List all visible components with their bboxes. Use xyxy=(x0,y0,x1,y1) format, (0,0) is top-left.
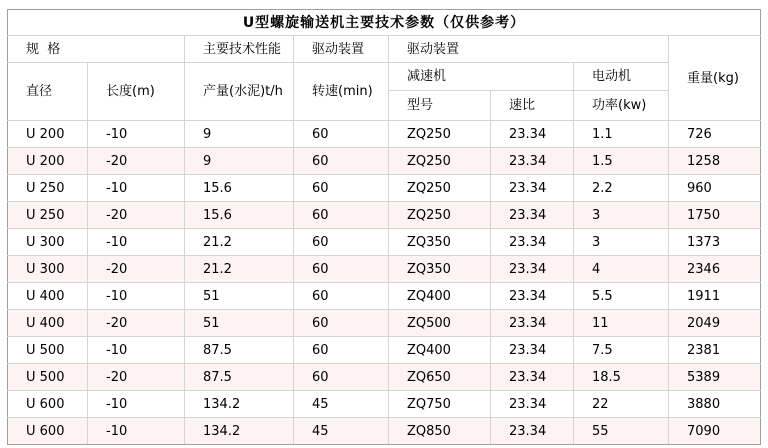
table-cell: 23.34 xyxy=(491,364,574,391)
table-cell: 51 xyxy=(185,283,294,310)
table-cell: -20 xyxy=(88,310,185,337)
table-cell: U 600 xyxy=(8,418,88,445)
title-row xyxy=(8,10,761,36)
table-cell: ZQ350 xyxy=(389,256,491,283)
table-cell: 23.34 xyxy=(491,391,574,418)
table-cell: 23.34 xyxy=(491,256,574,283)
table-cell: 21.2 xyxy=(185,256,294,283)
table-cell: 1750 xyxy=(669,202,761,229)
header-model: 型号 xyxy=(389,91,491,121)
header-output: 产量(水泥)t/h xyxy=(185,63,294,121)
table-cell: 23.34 xyxy=(491,148,574,175)
table-cell: 134.2 xyxy=(185,418,294,445)
table-cell: 60 xyxy=(294,283,389,310)
table-cell: 15.6 xyxy=(185,202,294,229)
table-body xyxy=(8,121,761,445)
header-motor-group: 电动机 xyxy=(574,63,669,91)
table-cell: ZQ500 xyxy=(389,310,491,337)
table-cell: 60 xyxy=(294,256,389,283)
table-cell: U 200 xyxy=(8,148,88,175)
table-cell: 22 xyxy=(574,391,669,418)
table-cell: 960 xyxy=(669,175,761,202)
table-cell: ZQ250 xyxy=(389,175,491,202)
table-row xyxy=(8,337,761,364)
table-cell: 9 xyxy=(185,148,294,175)
table-cell: 60 xyxy=(294,148,389,175)
table-cell: -10 xyxy=(88,283,185,310)
table-cell: 23.34 xyxy=(491,229,574,256)
table-cell: 23.34 xyxy=(491,310,574,337)
spec-table-container xyxy=(7,9,761,445)
table-cell: 60 xyxy=(294,202,389,229)
header-group-row xyxy=(8,36,761,63)
table-header xyxy=(8,10,761,121)
table-cell: 23.34 xyxy=(491,418,574,445)
table-cell: 1.1 xyxy=(574,121,669,148)
header-perf-group: 主要技术性能 xyxy=(185,36,294,63)
table-cell: 3 xyxy=(574,229,669,256)
table-cell: 726 xyxy=(669,121,761,148)
table-row xyxy=(8,418,761,445)
table-cell: 60 xyxy=(294,175,389,202)
table-cell: 23.34 xyxy=(491,337,574,364)
table-cell: 45 xyxy=(294,418,389,445)
table-cell: ZQ850 xyxy=(389,418,491,445)
table-cell: 1258 xyxy=(669,148,761,175)
table-cell: U 500 xyxy=(8,364,88,391)
table-cell: 15.6 xyxy=(185,175,294,202)
table-cell: 55 xyxy=(574,418,669,445)
table-cell: -20 xyxy=(88,202,185,229)
table-cell: ZQ350 xyxy=(389,229,491,256)
table-cell: 134.2 xyxy=(185,391,294,418)
table-row xyxy=(8,283,761,310)
table-cell: ZQ400 xyxy=(389,283,491,310)
table-cell: 51 xyxy=(185,310,294,337)
table-cell: 2346 xyxy=(669,256,761,283)
table-cell: -20 xyxy=(88,256,185,283)
table-cell: -20 xyxy=(88,148,185,175)
table-cell: 60 xyxy=(294,337,389,364)
header-weight: 重量(kg) xyxy=(669,36,761,121)
table-cell: 3 xyxy=(574,202,669,229)
table-row xyxy=(8,148,761,175)
table-cell: 21.2 xyxy=(185,229,294,256)
table-cell: 2.2 xyxy=(574,175,669,202)
table-cell: 60 xyxy=(294,229,389,256)
table-cell: 9 xyxy=(185,121,294,148)
table-cell: 11 xyxy=(574,310,669,337)
table-row xyxy=(8,310,761,337)
header-sub-row-1 xyxy=(8,63,761,91)
table-row xyxy=(8,229,761,256)
table-cell: U 250 xyxy=(8,202,88,229)
header-length: 长度(m) xyxy=(88,63,185,121)
table-cell: 23.34 xyxy=(491,283,574,310)
table-cell: ZQ650 xyxy=(389,364,491,391)
table-cell: U 250 xyxy=(8,175,88,202)
table-cell: 45 xyxy=(294,391,389,418)
table-cell: 5.5 xyxy=(574,283,669,310)
table-row xyxy=(8,202,761,229)
table-cell: 7090 xyxy=(669,418,761,445)
table-row xyxy=(8,364,761,391)
table-cell: 3880 xyxy=(669,391,761,418)
table-cell: ZQ750 xyxy=(389,391,491,418)
table-cell: 2049 xyxy=(669,310,761,337)
table-cell: -20 xyxy=(88,364,185,391)
table-cell: -10 xyxy=(88,391,185,418)
table-cell: -10 xyxy=(88,418,185,445)
header-spec-group: 规 格 xyxy=(8,36,185,63)
table-cell: 87.5 xyxy=(185,337,294,364)
table-cell: U 300 xyxy=(8,256,88,283)
table-cell: 23.34 xyxy=(491,175,574,202)
table-cell: ZQ250 xyxy=(389,121,491,148)
table-cell: 60 xyxy=(294,310,389,337)
table-cell: U 500 xyxy=(8,337,88,364)
table-row xyxy=(8,121,761,148)
table-cell: -10 xyxy=(88,337,185,364)
table-row xyxy=(8,391,761,418)
table-row xyxy=(8,256,761,283)
table-cell: U 300 xyxy=(8,229,88,256)
table-cell: ZQ250 xyxy=(389,202,491,229)
table-cell: 2381 xyxy=(669,337,761,364)
table-cell: 18.5 xyxy=(574,364,669,391)
table-cell: -10 xyxy=(88,229,185,256)
table-cell: 4 xyxy=(574,256,669,283)
header-diameter: 直径 xyxy=(8,63,88,121)
table-cell: U 200 xyxy=(8,121,88,148)
table-cell: 7.5 xyxy=(574,337,669,364)
header-power: 功率(kw) xyxy=(574,91,669,121)
table-cell: ZQ250 xyxy=(389,148,491,175)
table-cell: 23.34 xyxy=(491,121,574,148)
table-cell: 23.34 xyxy=(491,202,574,229)
header-ratio: 速比 xyxy=(491,91,574,121)
table-cell: 1.5 xyxy=(574,148,669,175)
header-reducer-group: 减速机 xyxy=(389,63,574,91)
table-cell: -10 xyxy=(88,121,185,148)
table-cell: 1373 xyxy=(669,229,761,256)
table-cell: ZQ400 xyxy=(389,337,491,364)
table-row xyxy=(8,175,761,202)
table-cell: U 400 xyxy=(8,310,88,337)
header-drive-group-1: 驱动装置 xyxy=(294,36,389,63)
header-drive-group-2: 驱动装置 xyxy=(389,36,669,63)
table-cell: 87.5 xyxy=(185,364,294,391)
table-cell: U 600 xyxy=(8,391,88,418)
table-cell: U 400 xyxy=(8,283,88,310)
table-cell: 1911 xyxy=(669,283,761,310)
table-cell: 60 xyxy=(294,364,389,391)
header-speed: 转速(min) xyxy=(294,63,389,121)
table-cell: 60 xyxy=(294,121,389,148)
spec-table xyxy=(7,9,761,445)
table-cell: 5389 xyxy=(669,364,761,391)
table-title: U型螺旋输送机主要技术参数（仅供参考） xyxy=(8,10,761,36)
table-cell: -10 xyxy=(88,175,185,202)
